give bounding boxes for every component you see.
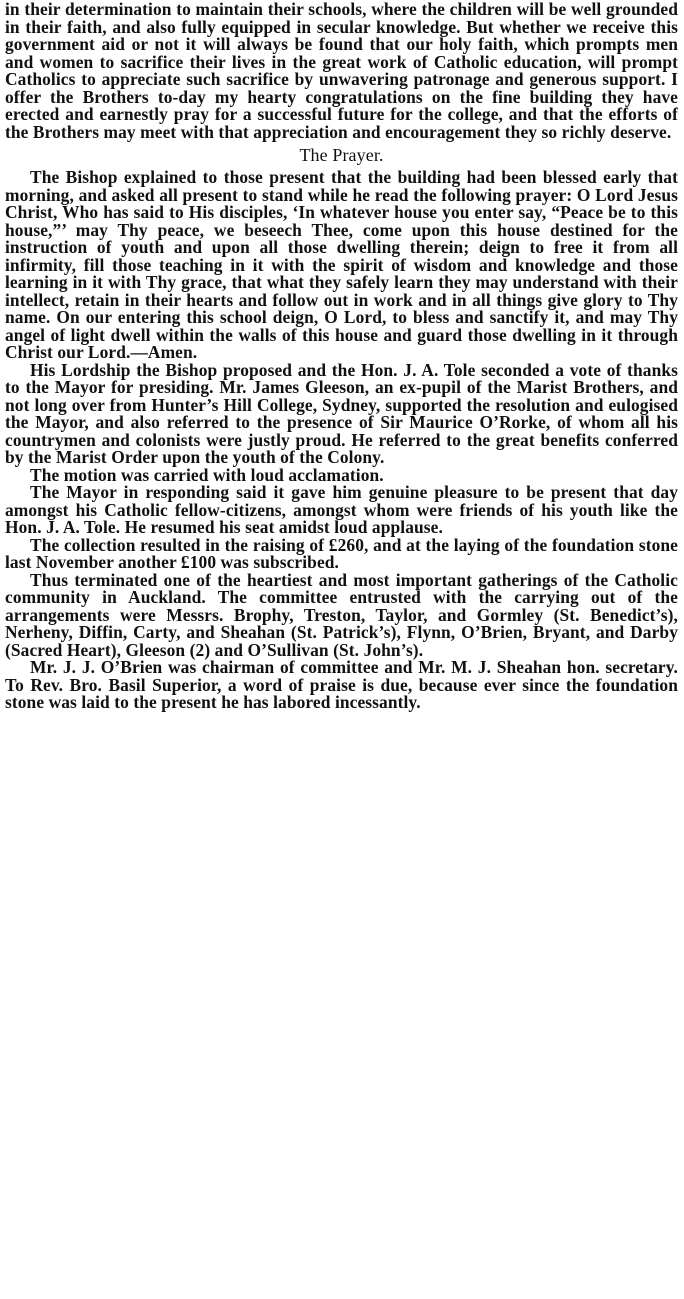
section-heading: The Prayer. bbox=[299, 145, 384, 165]
article-paragraph: The collection resulted in the raising of £260, and at the laying of the foundation stone last November another £100 was subscribed. bbox=[5, 534, 678, 572]
article-paragraph: His Lordship the Bishop proposed and the Hon. J. A. Tole seconded a vote of thanks to the Mayor for presiding. Mr. James Gleeson, an ex-pupil of the Marist Brothers, and not long over from Hunter’s Hill College, Sydney, supported the resolution and eulogised the Mayor, and also referred to the presence of Sir Maurice O’Rorke, of whom all his countrymen and colonists were justly proud. He referred to the great benefits conferred by the Marist Order upon the youth of the Colony. bbox=[5, 359, 678, 467]
article-paragraph: Thus terminated one of the heartiest and most important gatherings of the Catholic community in Auckland. The committee entrusted with the carrying out of the arrangements were Messrs. Brophy, Treston, Taylor, and Gormley (St. Benedict’s), Nerheny, Diffin, Carty, and Sheahan (St. Patrick’s), Flynn, O’Brien, Bryant, and Darby (Sacred Heart), Gleeson (2) and O’Sullivan (St. John’s). bbox=[5, 569, 678, 660]
article-paragraph: Mr. J. J. O’Brien was chairman of committee and Mr. M. J. Sheahan hon. secretary. To Rev. Bro. Basil Superior, a word of praise is due, because ever since the foundation stone was laid to the present he has labored incessantly. bbox=[5, 657, 678, 712]
article-paragraph: in their determination to maintain their schools, where the children will be well grounded in their faith, and also fully equipped in secular knowledge. But whether we receive this government aid or not it will always be found that our holy faith, which prompts men and women to sacrifice their lives in the great work of Catholic education, will prompt Catholics to appreciate such sacrifice by unwavering patronage and generous support. I offer the Brothers to-day my hearty congratulations on the fine building they have erected and earnestly pray for a successful future for the college, and that the efforts of the Brothers may meet with that appreciation and encouragement they so richly deserve. bbox=[5, 0, 678, 142]
article-paragraph: The Mayor in responding said it gave him genuine pleasure to be present that day amongst his Catholic fellow-citizens, amongst whom were friends of his youth like the Hon. J. A. Tole. He resumed his seat amidst loud applause. bbox=[5, 482, 678, 537]
article-paragraph: The motion was carried with loud acclamation. bbox=[30, 464, 384, 485]
article-paragraph: The Bishop explained to those present that the building had been blessed early that morning, and asked all present to stand while he read the following prayer: O Lord Jesus Christ, Who has said to His disciples, ‘In whatever house you enter say, “Peace be to this house,”’ may Thy peace, we beseech Thee, come upon this house destined for the instruction of youth and upon all those dwelling therein; deign to free it from all infirmity, fill those teaching in it with the spirit of wisdom and knowledge and those learning in it with Thy grace, that what they safely learn they may understand with their intellect, retain in their hearts and follow out in work and in all things give glory to Thy name. On our entering this school deign, O Lord, to bless and sanctify it, and may Thy angel of light dwell within the walls of this house and guard those dwelling in it through Christ our Lord.—Amen. bbox=[5, 167, 678, 362]
